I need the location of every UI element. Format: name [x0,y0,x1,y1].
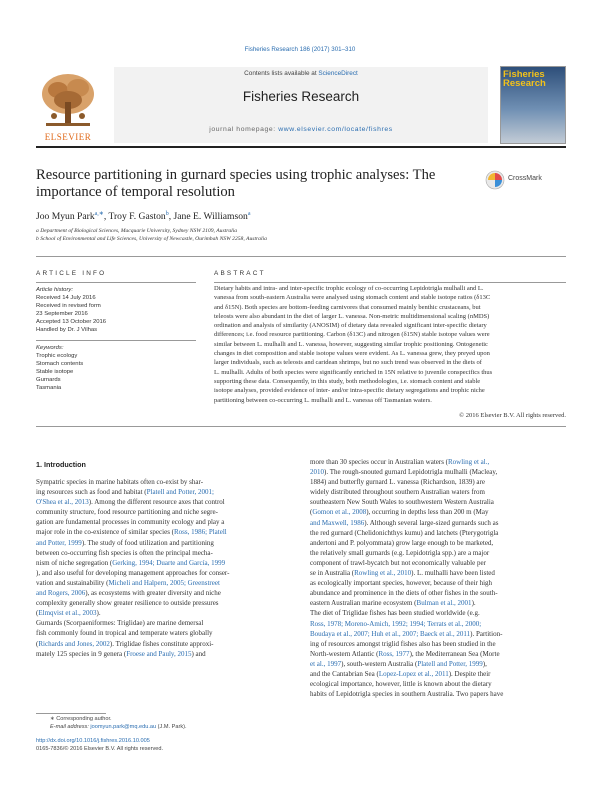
history-line: Handled by Dr. J Vilhas [36,327,98,333]
body-text: ). Although several large-sized gurnards such as [364,518,499,527]
abstract-line: partitioning between co-occurring L. mulhalli and L. vanessa off Tasmanian waters. [214,396,432,404]
history-line: 23 September 2016 [36,311,88,317]
abstract-end-rule [36,426,566,427]
elsevier-tree-logo [36,68,100,132]
body-text: andertoni and P. polyommata) grow large enough to be marketed, [310,538,494,547]
body-text: ( [310,508,313,517]
abstract-line: teleosts were also abundant in the diet of larger L. vanessa. Non-metric multidimensional scaling (nMDS) [214,312,490,320]
citation-link[interactable]: O'Shea et al., 2013 [36,498,89,507]
author-affil-marker[interactable]: a [247,211,251,217]
author-separator: , [168,211,174,223]
body-text: habits of Lepidotrigla species in southern Australia. Two papers have [310,690,504,699]
body-text: between co-occurring fish species is often the principal mecha- [36,548,213,557]
body-text-line [36,558,294,568]
body-text: ), and also useful for developing management approaches for conser- [36,568,230,577]
abstract-line: ordination and analysis of similarity (ANOSIM) of dietary data revealed significant inter-specific dietary [214,322,487,330]
body-text-line [310,497,566,507]
abstract-line: larger individuals, such as teleosts and caridean shrimps, but no such trend was observed in the diets of [214,359,482,367]
body-text: ( [36,639,39,648]
history-line: Accepted 13 October 2016 [36,319,107,325]
citation-link[interactable]: Rowling et al., [448,458,490,466]
homepage-link[interactable]: www.elsevier.com/locate/fishres [278,126,393,133]
body-text-line [310,598,566,608]
body-text-line [310,507,566,517]
body-text-line [310,538,566,548]
body-text: complexity generally show greater resilience to outside pressures [36,599,219,608]
email-label: E-mail address: [50,723,91,730]
body-text-line [310,659,566,669]
body-text: ing resources such as food and habitat ( [36,488,147,497]
abstract-body [214,284,566,405]
citation-link[interactable]: Gomon et al., 2008 [312,508,367,517]
body-text-line [310,528,566,538]
doi-link[interactable]: http://dx.doi.org/10.1016/j.fishres.2016.10.005 [36,738,150,744]
affiliation-b: b School of Environmental and Life Sciences, University of Newcastle, Ourimbah NSW 2258, Australia [36,236,267,242]
body-text: ( [36,609,39,618]
keywords-rule [36,340,196,341]
body-text: ), [482,659,487,668]
footnote-rule [36,713,106,714]
front-matter-rule [36,256,566,257]
body-text: ). [96,609,101,618]
abstract-line: similar between L. mulhalli and L. vanessa, however, suggesting similar trophic positioning. Ontogenetic [214,340,488,348]
body-text-line [36,578,294,588]
journal-reference[interactable]: Fisheries Research 186 (2017) 301–310 [244,46,356,53]
body-text-line [36,568,294,578]
body-text: ), as ecosystems with greater diversity and niche [85,589,221,598]
history-line: Received 14 July 2016 [36,295,96,301]
keyword: Stomach contents [36,361,84,367]
body-text: ), occurring in depths less than 200 m (May [366,508,489,517]
body-text: The diet of Triglidae fishes has been studied worldwide (e.g. [310,609,480,618]
citation-link[interactable]: Platell and Potter, 2001; [146,488,214,497]
body-text: Gurnards (Scorpaeniformes: Triglidae) are marine demersal [36,619,204,628]
body-text-line [36,507,294,517]
body-text: ). Among the different resource axes that control [88,498,225,507]
article-info-rule [36,282,196,283]
body-text-line [36,608,294,618]
body-text: southeastern New South Wales to southwestern Western Australia [310,498,494,507]
citation-link[interactable]: Rowling et al., 2010 [354,569,412,578]
body-text-line [36,639,294,649]
body-text-line [36,497,294,507]
contents-line [114,70,488,77]
body-text-line [36,649,294,659]
body-text: ), south-western Australia ( [341,659,418,668]
citation-link[interactable]: Boudaya et al., 2007; Huh et al., 2007; Baeck et al., 2011 [310,629,471,638]
body-text-line [36,598,294,608]
citation-link[interactable]: and Potter, 1999 [36,538,82,547]
keyword: Tasmania [36,385,62,391]
author-name[interactable]: Joo Myun Park [36,211,95,223]
section-heading-introduction: 1. Introduction [36,460,86,469]
journal-title: Fisheries Research [242,89,360,104]
abstract-line: and δ15N). Both species are bottom-feeding carnivores that consumed mainly benthic crustaceans, but [214,303,481,311]
author-affil-marker[interactable]: a,∗ [94,211,104,217]
body-text: the red gurnard (Chelidonichthys kumu) and latchets (Pterygotrigla [310,528,499,537]
sciencedirect-link[interactable]: ScienceDirect [318,70,358,77]
body-text-line [310,608,566,618]
body-text-line [310,649,566,659]
body-text-line [310,467,566,477]
body-text-line [310,629,566,639]
body-text-line [36,548,294,558]
article-title: Resource partitioning in gurnard species using trophic analyses: The importance of temporal resolution [36,167,436,200]
body-text-line [36,588,294,598]
citation-link[interactable]: 2010 [310,468,324,477]
author-affil-marker[interactable]: b [165,211,169,217]
body-text-line [310,679,566,689]
homepage-prefix: journal homepage: [209,126,279,133]
citation-link[interactable]: Gerking, 1994; Duarte and García, 1999 [112,558,226,567]
abstract-rule [214,282,566,283]
body-text: gation are fundamental processes in community ecology and play a [36,518,225,527]
keyword: Stable isotope [36,369,74,375]
history-label: Article history: [36,287,73,293]
body-text: nism of niche segregation ( [36,558,113,567]
body-text: community structure, food resource partitioning and niche segre- [36,508,218,517]
contents-prefix: Contents lists available at [244,70,319,77]
issn-line: 0165-7836/© 2016 Elsevier B.V. All rights reserved. [36,745,164,752]
abstract-line: differences; i.e. food resource partitioning. Carbon (δ13C) and nitrogen (δ15N) stable isotope values were [214,331,490,339]
citation-link[interactable]: Richards and Jones, 2002 [38,639,110,648]
abstract-heading: ABSTRACT [214,270,266,277]
crossmark-icon [485,170,505,190]
article-history [36,286,196,334]
citation-link[interactable]: Bulman et al., 2001 [416,599,472,608]
abstract-line: changes in diet composition and stable isotope values were evident. As L. vanessa grew, they preyed upon [214,350,490,358]
body-text-line [310,669,566,679]
citation-link[interactable]: Elmqvist et al., 2003 [38,609,97,618]
abstract-copyright: © 2016 Elsevier B.V. All rights reserved. [459,412,566,419]
doi-block [36,738,336,753]
email-link[interactable]: joomyun.park@mq.edu.au [90,723,157,730]
body-text: and the Cantabrian Sea ( [310,669,379,678]
body-text: ). The rough-snouted gurnard Lepidotrigla mulhalli (Macleay, [324,468,498,477]
body-text-line [36,527,294,537]
body-text-line [36,517,294,527]
body-text-line [310,639,566,649]
body-text: ). Despite their [448,669,491,678]
citation-link[interactable]: and Maxwell, 1986 [310,518,365,527]
abstract-line: supporting these data. Consequently, in this study, both methodologies, i.e. stomach content and stable [214,377,481,385]
body-text: North-western Atlantic ( [310,649,379,658]
body-column-left [36,477,294,659]
body-text: fish commonly found in tropical and temperate waters globally [36,629,213,638]
body-text: component of trawl-bycatch but not economically valuable per [310,558,486,567]
body-text: widely distributed throughout southern Australian waters from [310,488,485,497]
article-info-heading: ARTICLE INFO [36,270,107,277]
cover-title: Fisheries Research [503,69,546,89]
body-text-line [310,578,566,588]
body-text: vation and sustainability ( [36,578,109,587]
body-text: the relatively small gurnards (e.g. Lepidotrigla spp.) are a major [310,548,490,557]
keywords-label: Keywords: [36,345,64,351]
body-text-line [310,457,566,467]
body-text: abundance and prominence in the diets of other fishes in the south- [310,589,498,598]
masthead-rule [36,146,566,148]
abstract-line: L. mulhalli. Adults of both species were significantly enriched in 15N relative to juvenile conspecifics thus [214,368,493,376]
citation-link[interactable]: et al., 1997 [310,659,342,668]
citation-link[interactable]: Ross, 1978; Moreno-Amich, 1992; 1994; Terrats et al., 2000; [310,619,482,628]
body-text-line [310,548,566,558]
elsevier-wordmark: ELSEVIER [44,132,92,142]
body-text: ). Triglidae fishes constitute approxi- [109,639,214,648]
citation-link[interactable]: Ross, 1977 [378,649,410,658]
body-text: ), the Mediterranean Sea (Morte [409,649,500,658]
body-text: major role in the co-existence of similar species ( [36,528,175,537]
history-line: Received in revised form [36,303,101,309]
body-text: 1884) and butterfly gurnard L. vanessa (Richardson, 1839) are [310,478,485,487]
footnote [50,716,310,731]
citation-link[interactable]: Ross, 1986; Platell [174,528,227,537]
keyword: Gurnards [36,377,61,383]
body-text-line [310,558,566,568]
body-text-line [36,487,294,497]
citation-link[interactable]: Froese and Pauly, 2015 [126,649,192,658]
body-text: ). [471,599,476,608]
body-text-line [310,477,566,487]
author-name[interactable]: Troy F. Gaston [108,211,166,223]
abstract-line: vanessa from south-eastern Australia were analysed using stomach content and stable isotope ratios (δ13C [214,294,491,302]
keywords [36,344,196,392]
citation-link[interactable]: Platell and Potter, 1999 [417,659,483,668]
author-name[interactable]: Jane E. Williamson [173,211,248,223]
body-text: Sympatric species in marine habitats often co-exist by shar- [36,478,204,486]
body-text-line [36,477,294,487]
body-text-line [36,618,294,628]
body-text-line [36,538,294,548]
body-text-line [36,628,294,638]
email-line [50,724,310,732]
body-text: ecological importance, however, little is known about the dietary [310,680,492,689]
author-separator: , [103,211,109,223]
body-text-line [310,568,566,578]
body-text: mately 125 species in 9 genera ( [36,649,127,658]
citation-link[interactable]: Micheli and Halpern, 2005; Greenstreet [108,578,220,587]
corresponding-author-note: ∗ Corresponding author. [50,716,112,722]
keyword: Trophic ecology [36,353,78,359]
author-list [36,210,516,222]
body-text: ). Partition- [470,629,503,638]
body-text-line [310,518,566,528]
body-text: se in Australia ( [310,569,355,578]
body-text: eastern Australian marine ecosystem ( [310,599,417,608]
crossmark-label: CrossMark [508,175,542,182]
crossmark-badge[interactable] [485,170,565,190]
body-text-line [310,619,566,629]
citation-link[interactable]: Lopez-Lopez et al., 2011 [378,669,449,678]
body-text: ing of resources amongst triglid fishes also has been studied in the [310,639,496,648]
body-text: more than 30 species occur in Australian waters ( [310,458,449,466]
citation-link[interactable]: and Rogers, 2006 [36,589,86,598]
body-text: ) and [191,649,206,658]
body-text-line [310,588,566,598]
abstract-line: isotope analyses, provided evidence of inter- and/or intra-specific dietary segregations and trophic niche [214,387,485,395]
email-suffix: (J.M. Park). [156,723,187,730]
body-column-right [310,457,566,699]
journal-homepage-line [114,126,488,133]
body-text: ). The study of food utilization and partitioning [81,538,214,547]
body-text: ). L. mulhalli have been listed [411,569,495,578]
affiliation-a: a Department of Biological Sciences, Macquarie University, Sydney NSW 2109, Australia [36,228,238,234]
body-text: as ecologically important species, however, because of their high [310,579,493,588]
body-text-line [310,487,566,497]
body-text-line [310,689,566,699]
abstract-line: Dietary habits and intra- and inter-specific trophic ecology of co-occurring Lepidotrigla mulhalli and L. [214,285,484,292]
